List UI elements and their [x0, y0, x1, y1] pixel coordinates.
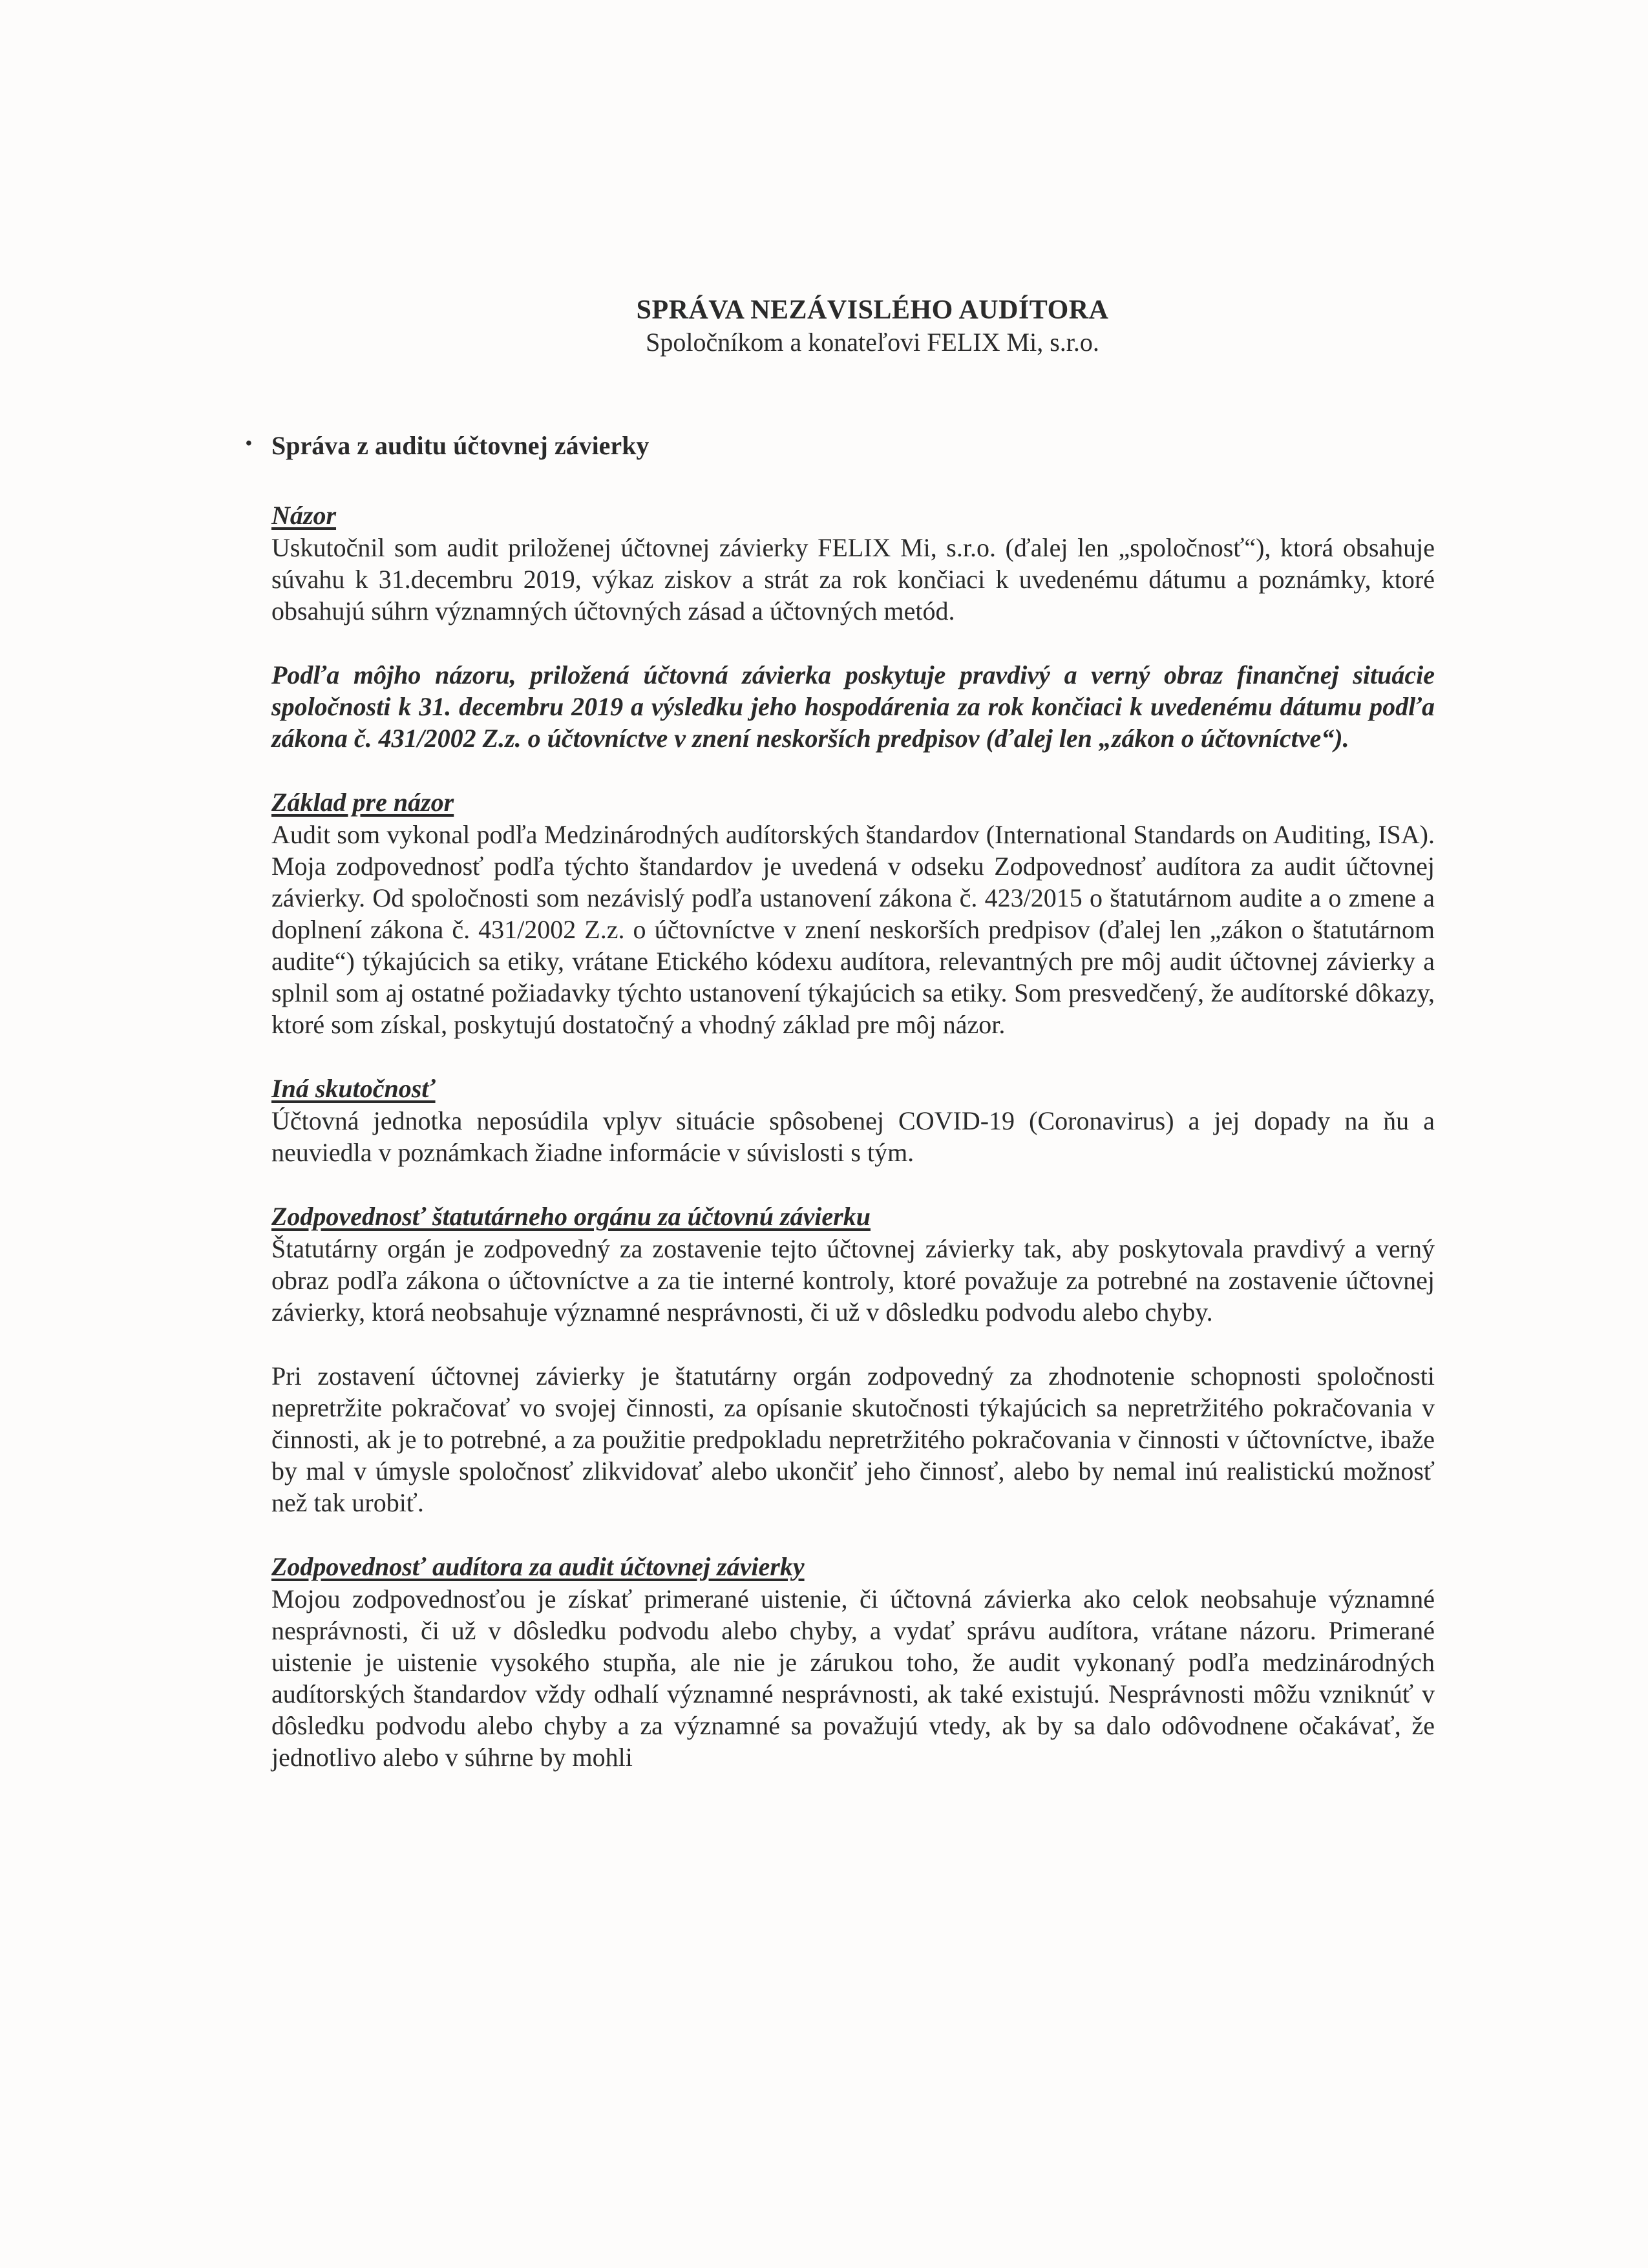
report-heading-text: Správa z auditu účtovnej závierky — [271, 431, 650, 460]
section-auditor — [271, 1551, 1435, 1773]
section-statutar — [271, 1201, 1435, 1518]
statutar-paragraph-1: Štatutárny orgán je zodpovedný za zostavenie tejto účtovnej závierky tak, aby poskytovala pravdivý a verný obraz podľa zákona o účtovníctve a za tie interné kontroly, ktoré považuje za potrebné na zostavenie účtovnej závierky, ktorá neobsahuje významné nesprávnosti, či už v dôsledku podvodu alebo chyby. — [271, 1234, 1435, 1327]
section-title-zaklad: Základ pre názor — [271, 788, 454, 817]
document-page — [246, 294, 1435, 1773]
section-zaklad — [271, 786, 1435, 1040]
report-heading — [246, 430, 1435, 462]
section-title-statutar: Zodpovednosť štatutárneho orgánu za účtovnú závierku — [271, 1202, 871, 1231]
section-title-nazor: Názor — [271, 501, 337, 530]
bullet-dot-icon: • — [246, 434, 252, 454]
section-title-auditor: Zodpovednosť audítora za audit účtovnej závierky — [271, 1552, 805, 1581]
ina-paragraph-1: Účtovná jednotka neposúdila vplyv situácie spôsobenej COVID-19 (Coronavirus) a jej dopady na ňu a neuviedla v poznámkach žiadne informácie v súvislosti s tým. — [271, 1106, 1435, 1167]
document-title: SPRÁVA NEZÁVISLÉHO AUDÍTORA — [636, 295, 1109, 325]
auditor-paragraph-1: Mojou zodpovednosťou je získať primerané uistenie, či účtovná závierka ako celok neobsahuje významné nesprávnosti, či už v dôsledku podvodu alebo chyby, a vydať správu audítora, vrátane názoru. Primerané uistenie je uistenie vysokého stupňa, ale nie je zárukou toho, že audit vykonaný podľa medzinárodných audítorských štandardov vždy odhalí významné nesprávnosti, ak také existujú. Nesprávnosti môžu vzniknúť v dôsledku podvodu alebo chyby a za významné sa považujú vtedy, ak by sa dalo odôvodnene očakávať, že jednotlivo alebo v súhrne by mohli — [271, 1584, 1435, 1772]
statutar-paragraph-2: Pri zostavení účtovnej závierky je štatutárny orgán zodpovedný za zhodnotenie schopnosti spoločnosti nepretržite pokračovať vo svojej činnosti, za opísanie skutočnosti týkajúcich sa nepretržitého pokračovania v činnosti, ak je to potrebné, a za použitie predpokladu nepretržitého pokračovania v činnosti v účtovníctve, ibaže by mal v úmysle spoločnosť zlikvidovať alebo ukončiť jeho činnosť, alebo by nemal inú realistickú možnosť než tak urobiť. — [271, 1361, 1435, 1517]
section-title-ina: Iná skutočnosť — [271, 1074, 436, 1103]
nazor-paragraph-1: Uskutočnil som audit priloženej účtovnej závierky FELIX Mi, s.r.o. (ďalej len „spoločnosť“), ktorá obsahuje súvahu k 31.decembru 2019, výkaz ziskov a strát za rok končiaci k uvedenému dátumu a poznámky, ktoré obsahujú súhrn významných účtovných zásad a účtovných metód. — [271, 533, 1435, 625]
nazor-opinion-paragraph: Podľa môjho názoru, priložená účtovná závierka poskytuje pravdivý a verný obraz finančnej situácie spoločnosti k 31. decembru 2019 a výsledku jeho hospodárenia za rok končiaci k uvedenému dátumu podľa zákona č. 431/2002 Z.z. o účtovníctve v znení neskorších predpisov (ďalej len „zákon o účtovníctve“). — [271, 660, 1435, 753]
title-block — [310, 294, 1435, 359]
document-subtitle: Spoločníkom a konateľovi FELIX Mi, s.r.o. — [646, 328, 1099, 357]
section-ina-skutocnost — [271, 1073, 1435, 1168]
section-nazor — [271, 499, 1435, 754]
zaklad-paragraph-1: Audit som vykonal podľa Medzinárodných audítorských štandardov (International Standards on Auditing, ISA). Moja zodpovednosť podľa týchto štandardov je uvedená v odseku Zodpovednosť audítora za audit účtovnej závierky. Od spoločnosti som nezávislý podľa ustanovení zákona č. 423/2015 o štatutárnom audite a o zmene a doplnení zákona č. 431/2002 Z.z. o účtovníctve v znení neskorších predpisov (ďalej len „zákon o štatutárnom audite“) týkajúcich sa etiky, vrátane Etického kódexu audítora, relevantných pre môj audit účtovnej závierky a splnil som aj ostatné požiadavky týchto ustanovení týkajúcich sa etiky. Som presvedčený, že audítorské dôkazy, ktoré som získal, poskytujú dostatočný a vhodný základ pre môj názor. — [271, 820, 1435, 1039]
